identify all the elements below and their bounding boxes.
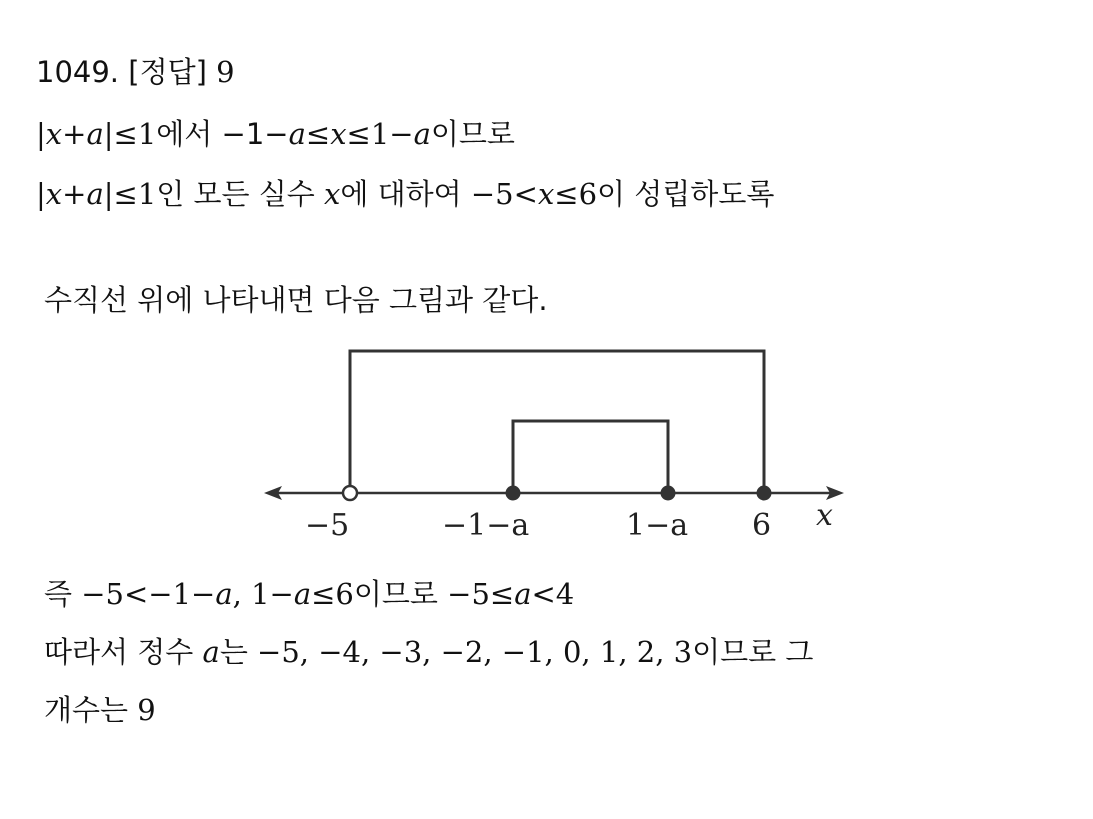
korean-text: 는: [219, 635, 258, 669]
label-1-minus-a-num: 1−: [626, 508, 671, 543]
inner-interval-bracket: [513, 421, 668, 492]
korean-text: 에 대하여: [340, 177, 471, 211]
math-var: a: [293, 577, 312, 611]
math-text: ≤6: [311, 577, 354, 611]
solution-line-4: [44, 574, 574, 614]
math-text: |: [36, 117, 46, 151]
label-x: x: [816, 498, 833, 533]
math-text: −5≤: [447, 577, 515, 611]
math-text: −5<: [470, 177, 538, 211]
math-text: , 1−: [232, 577, 294, 611]
label-neg1-minus-a: [442, 508, 529, 543]
problem-number: 1049.: [36, 55, 120, 89]
math-var: a: [202, 635, 220, 669]
closed-point-6: [757, 486, 772, 501]
open-point-neg5: [343, 486, 357, 500]
label-neg5: −5: [305, 508, 350, 543]
math-text: −5<−1−: [81, 577, 216, 611]
closed-point-1-minus-a: [661, 486, 676, 501]
korean-text: 이 성립하도록: [597, 177, 775, 211]
label-neg1-minus-a-var: a: [511, 508, 530, 543]
math-var: x: [45, 117, 63, 151]
korean-text: 개수는: [44, 693, 138, 727]
korean-text: 즉: [44, 577, 82, 611]
math-var: a: [413, 117, 431, 151]
math-var: x: [330, 117, 347, 151]
math-text: |≤1: [103, 177, 157, 211]
math-text: −5, −4, −3, −2, −1, 0, 1, 2, 3: [257, 635, 693, 669]
math-text: ≤: [305, 117, 331, 151]
korean-text: 이므로: [353, 577, 448, 611]
solution-line-6: [44, 690, 156, 730]
korean-text: 수직선 위에 나타내면 다음 그림과 같다.: [44, 283, 548, 317]
label-6: 6: [752, 508, 772, 543]
math-text: +: [62, 177, 87, 211]
math-var: a: [514, 577, 532, 611]
korean-text: 에서 −1−: [156, 117, 289, 151]
math-var: a: [86, 117, 104, 151]
final-answer: 9: [137, 693, 156, 727]
korean-text: 이므로 그: [692, 635, 814, 669]
closed-point-neg1-minus-a: [506, 486, 521, 501]
korean-text: 인 모든 실수: [156, 177, 325, 211]
math-var: x: [537, 177, 555, 211]
label-1-minus-a: [626, 508, 688, 543]
math-var: a: [288, 117, 306, 151]
answer-label: [정답]: [128, 55, 207, 89]
label-1-minus-a-var: a: [670, 508, 689, 543]
math-var: x: [324, 177, 341, 211]
math-text: |: [36, 177, 46, 211]
math-text: <4: [531, 577, 575, 611]
math-var: x: [45, 177, 63, 211]
korean-text: 이므로: [430, 117, 515, 151]
math-var: a: [215, 577, 233, 611]
korean-text: 따라서 정수: [44, 635, 203, 669]
math-text: |≤1: [103, 117, 157, 151]
math-var: a: [86, 177, 104, 211]
solution-line-5: [44, 632, 813, 672]
math-text: ≤6: [554, 177, 598, 211]
math-text: ≤1−: [346, 117, 414, 151]
answer-value: 9: [216, 55, 235, 89]
label-neg1-minus-a-num: −1−: [442, 508, 512, 543]
math-text: +: [62, 117, 87, 151]
